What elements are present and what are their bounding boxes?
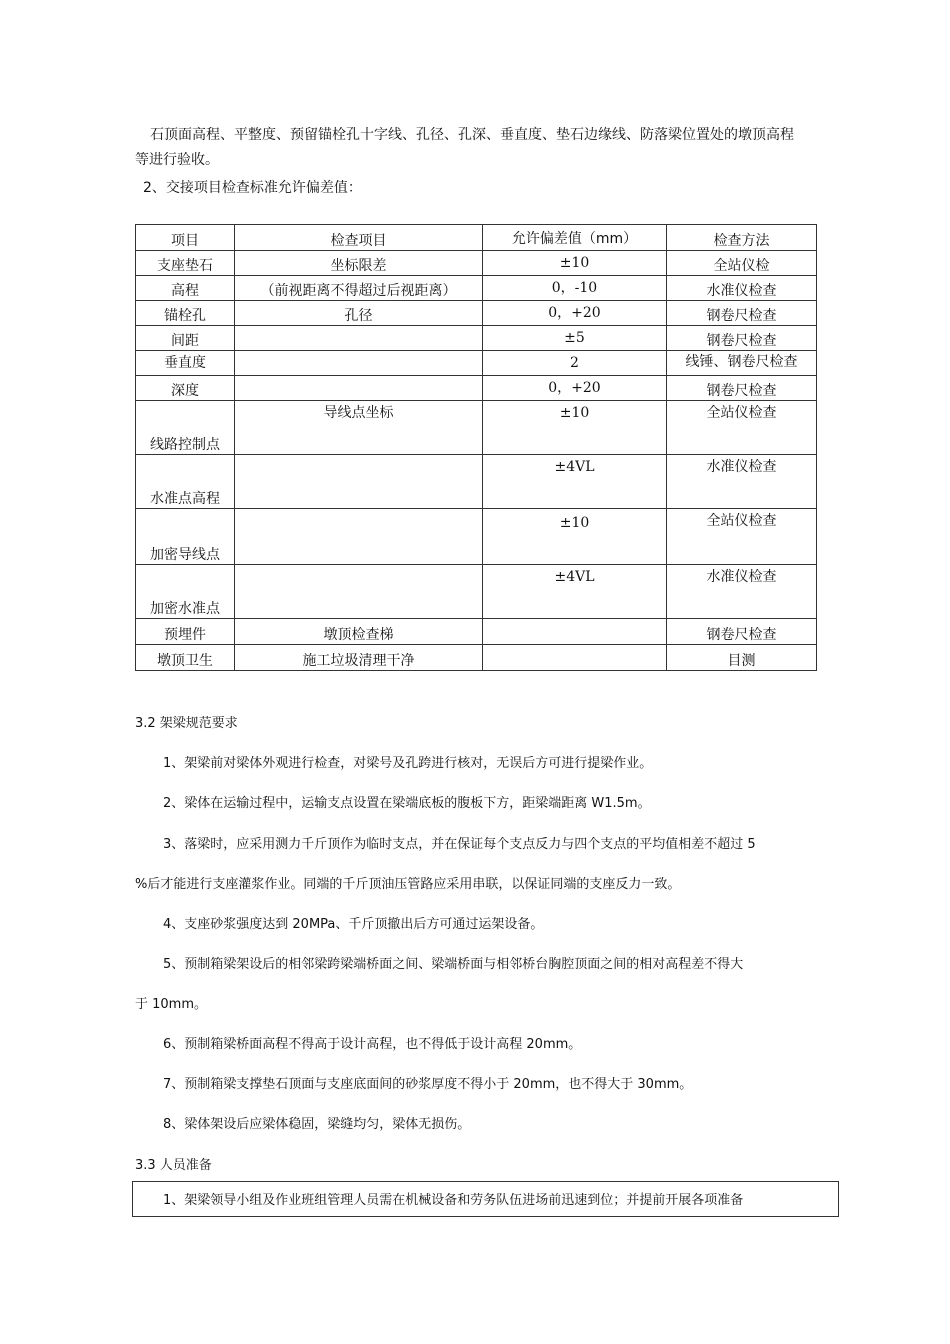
table-cell: 线路控制点	[136, 401, 235, 455]
table-cell: 加密水准点	[136, 565, 235, 619]
intro-line-3: 2、交接项目检查标准允许偏差值：	[143, 180, 362, 196]
table-header-row	[136, 225, 817, 251]
table-cell: 预埋件	[136, 619, 235, 645]
table-cell: 加密导线点	[136, 509, 235, 565]
section-heading: 3.3 人员准备	[135, 1158, 212, 1173]
table-cell	[235, 376, 483, 401]
table-cell: 垂直度	[136, 351, 235, 376]
table-cell: 坐标限差	[235, 251, 483, 276]
table-row	[136, 351, 817, 376]
table-row	[136, 565, 817, 619]
list-item-continuation: 于 10mm。	[135, 997, 208, 1012]
table-cell: 墩顶检查梯	[235, 619, 483, 645]
table-cell: 线锤、钢卷尺检查	[667, 351, 817, 376]
table-cell: ±10	[483, 251, 667, 276]
table-cell: 钢卷尺检查	[667, 326, 817, 351]
table-cell: 支座垫石	[136, 251, 235, 276]
table-cell: 0，-10	[483, 276, 667, 301]
table-row	[136, 326, 817, 351]
table-row	[136, 401, 817, 455]
table-cell	[235, 351, 483, 376]
table-cell: ±4VL	[483, 455, 667, 509]
table-row	[136, 251, 817, 276]
table-cell: 目测	[667, 645, 817, 671]
table-cell: 施工垃圾清理干净	[235, 645, 483, 671]
list-item-continuation: %后才能进行支座灌浆作业。同端的千斤顶油压管路应采用串联，以保证同端的支座反力一致。	[135, 877, 681, 892]
table-cell: 钢卷尺检查	[667, 376, 817, 401]
table-cell	[235, 326, 483, 351]
table-cell: 高程	[136, 276, 235, 301]
table-cell	[235, 455, 483, 509]
table-cell: 间距	[136, 326, 235, 351]
list-item: 5、预制箱梁架设后的相邻梁跨梁端桥面之间、梁端桥面与相邻桥台胸腔顶面之间的相对高程差不得大	[163, 957, 744, 972]
list-item: 7、预制箱梁支撑垫石顶面与支座底面间的砂浆厚度不得小于 20mm，也不得大于 30mm。	[163, 1077, 693, 1092]
table-cell: 孔径	[235, 301, 483, 326]
list-item: 3、落梁时，应采用测力千斤顶作为临时支点，并在保证每个支点反力与四个支点的平均值相差不超过 5	[163, 837, 756, 852]
table-cell	[235, 509, 483, 565]
section-heading: 3.2 架梁规范要求	[135, 716, 238, 731]
table-cell: 深度	[136, 376, 235, 401]
header-cell: 允许偏差值（mm）	[483, 225, 667, 251]
tolerance-table	[135, 224, 817, 671]
header-cell: 项目	[136, 225, 235, 251]
table-cell: 全站仪检	[667, 251, 817, 276]
list-item: 2、梁体在运输过程中，运输支点设置在梁端底板的腹板下方，距梁端距离 W1.5m。	[163, 796, 651, 811]
table-row	[136, 276, 817, 301]
table-cell	[483, 619, 667, 645]
table-cell: ±10	[483, 509, 667, 565]
list-item: 1、架梁领导小组及作业班组管理人员需在机械设备和劳务队伍进场前迅速到位；并提前开展各项准备	[163, 1193, 744, 1208]
header-cell: 检查项目	[235, 225, 483, 251]
table-cell: 水准点高程	[136, 455, 235, 509]
list-item: 6、预制箱梁桥面高程不得高于设计高程，也不得低于设计高程 20mm。	[163, 1037, 582, 1052]
table-cell: ±10	[483, 401, 667, 455]
table-cell: 2	[483, 351, 667, 376]
list-item: 4、支座砂浆强度达到 20MPa、千斤顶撤出后方可通过运架设备。	[163, 917, 544, 932]
table-cell: 锚栓孔	[136, 301, 235, 326]
table-cell: 0，+20	[483, 301, 667, 326]
table-row	[136, 455, 817, 509]
list-item: 8、梁体架设后应梁体稳固，梁缝均匀，梁体无损伤。	[163, 1117, 471, 1132]
table-cell	[235, 565, 483, 619]
table-cell: 导线点坐标	[235, 401, 483, 455]
header-cell: 检查方法	[667, 225, 817, 251]
table-row	[136, 645, 817, 671]
table-cell: ±4VL	[483, 565, 667, 619]
table-row	[136, 619, 817, 645]
table-cell: 墩顶卫生	[136, 645, 235, 671]
table-row	[136, 301, 817, 326]
table-cell: 钢卷尺检查	[667, 301, 817, 326]
table-cell: 全站仪检查	[667, 509, 817, 565]
table-cell: 钢卷尺检查	[667, 619, 817, 645]
table-cell: 水准仪检查	[667, 276, 817, 301]
table-cell: 全站仪检查	[667, 401, 817, 455]
table-cell: ±5	[483, 326, 667, 351]
table-cell: 水准仪检查	[667, 565, 817, 619]
table-cell: 水准仪检查	[667, 455, 817, 509]
table-cell	[483, 645, 667, 671]
intro-line-2: 等进行验收。	[135, 152, 219, 168]
table-row	[136, 376, 817, 401]
table-cell: 0，+20	[483, 376, 667, 401]
boxed-paragraph	[132, 1181, 839, 1217]
list-item: 1、架梁前对梁体外观进行检查，对梁号及孔跨进行核对，无误后方可进行提梁作业。	[163, 756, 653, 771]
table-cell: （前视距离不得超过后视距离）	[235, 276, 483, 301]
table-row	[136, 509, 817, 565]
intro-line-1: 石顶面高程、平整度、预留锚栓孔十字线、孔径、孔深、垂直度、垫石边缘线、防落梁位置处的墩顶高程	[150, 127, 794, 143]
